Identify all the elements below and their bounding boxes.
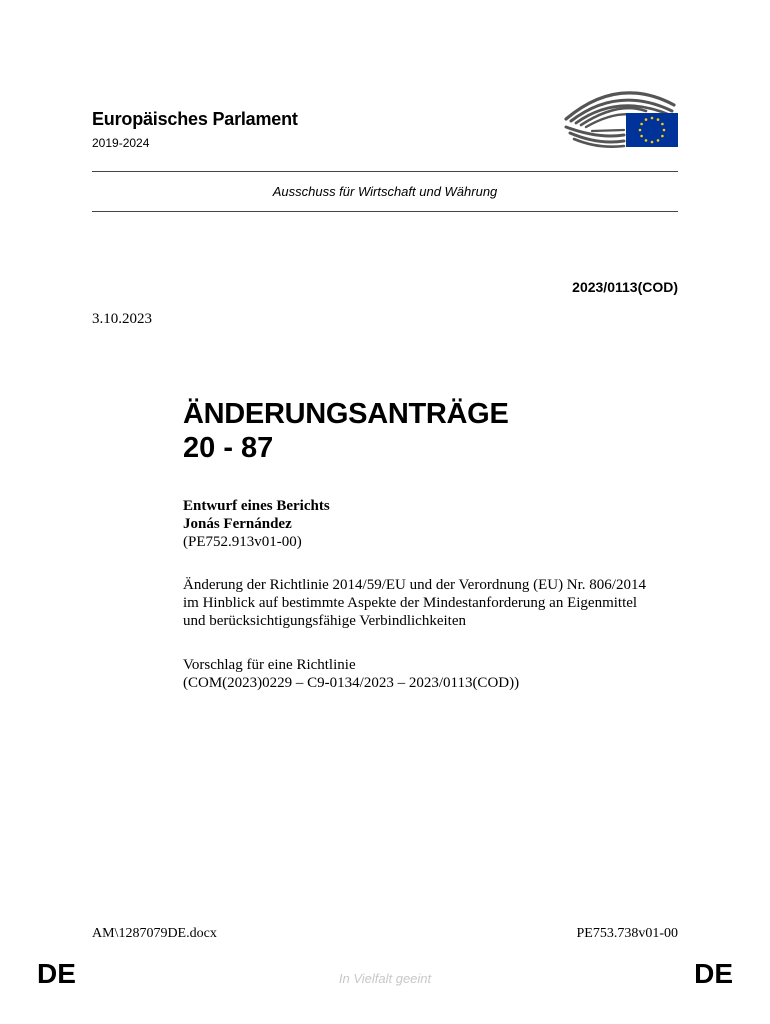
institution-name: Europäisches Parlament (92, 109, 298, 129)
header-rule-bottom (92, 211, 678, 212)
footer-pe-number: PE753.738v01-00 (576, 926, 678, 941)
subject-line: und berücksichtigungsfähige Verbindlichkeiten (183, 613, 466, 629)
draft-reference: (PE752.913v01-00) (183, 534, 302, 550)
amendment-range: 20 - 87 (183, 432, 274, 464)
draft-label: Entwurf eines Berichts (183, 498, 330, 514)
rapporteur-name: Jonás Fernández (183, 516, 292, 532)
eu-motto: In Vielfalt geeint (338, 971, 432, 986)
header-rule-top (92, 171, 678, 172)
document-date: 3.10.2023 (92, 311, 152, 327)
procedure-number: 2023/0113(COD) (572, 279, 678, 295)
subject-text (183, 576, 683, 630)
proposal-label: Vorschlag für eine Richtlinie (183, 657, 356, 673)
subject-line: Änderung der Richtlinie 2014/59/EU und der Verordnung (EU) Nr. 806/2014 (183, 577, 646, 593)
footer-file-name: AM\1287079DE.docx (92, 926, 217, 941)
language-code-left: DE (37, 958, 76, 989)
subject-line: im Hinblick auf bestimmte Aspekte der Mindestanforderung an Eigenmittel (183, 595, 638, 611)
proposal-text (183, 656, 519, 692)
language-code-right: DE (694, 958, 733, 989)
proposal-reference: (COM(2023)0229 – C9-0134/2023 – 2023/0113(COD)) (183, 675, 520, 691)
document-title: ÄNDERUNGSANTRÄGE (183, 398, 509, 430)
committee-name: Ausschuss für Wirtschaft und Währung (272, 184, 498, 199)
european-parliament-logo-icon (558, 83, 680, 149)
legislative-term: 2019-2024 (92, 136, 150, 150)
